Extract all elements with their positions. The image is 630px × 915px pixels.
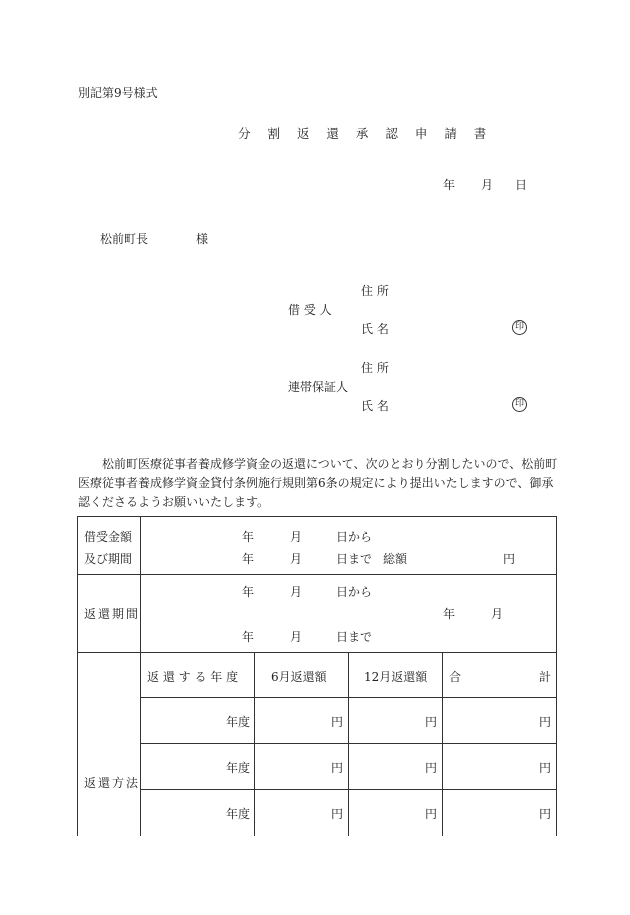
date-day: 日	[515, 178, 528, 192]
row-3-year: 年度	[226, 807, 251, 821]
period-length-year: 年	[443, 607, 456, 621]
borrower-name-label: 氏 名	[361, 322, 389, 336]
row-1-year: 年度	[226, 715, 251, 729]
addressee-name: 松前町長	[100, 232, 149, 246]
date-year: 年	[443, 178, 456, 192]
row-3-total: 円	[539, 807, 552, 821]
row-1-june: 円	[331, 715, 344, 729]
row-3-june: 円	[331, 807, 344, 821]
header-december-amount: 12月返還額	[364, 670, 428, 684]
row-2-total: 円	[539, 761, 552, 775]
loan-from-year: 年	[242, 530, 255, 544]
guarantor-address-label: 住 所	[361, 361, 389, 375]
loan-until-day: 日まで	[336, 552, 373, 566]
loan-total-yen: 円	[503, 552, 516, 566]
loan-label-line2: 及び期間	[84, 552, 133, 566]
seal-stamp-icon: 印	[512, 320, 527, 335]
loan-until-month: 月	[290, 552, 303, 566]
header-total-left: 合	[449, 670, 462, 684]
loan-label-line1: 借受金額	[84, 530, 133, 544]
borrower-label: 借 受 人	[288, 303, 332, 317]
period-from-year: 年	[242, 585, 255, 599]
guarantor-name-label: 氏 名	[361, 399, 389, 413]
row-2-june: 円	[331, 761, 344, 775]
loan-from-day: 日から	[336, 530, 373, 544]
borrower-address-label: 住 所	[361, 284, 389, 298]
guarantor-label: 連帯保証人	[288, 380, 349, 394]
header-june-amount: 6月返還額	[271, 670, 327, 684]
loan-until-year: 年	[242, 552, 255, 566]
row-2-year: 年度	[226, 761, 251, 775]
loan-from-month: 月	[290, 530, 303, 544]
addressee-honorific: 様	[196, 232, 209, 246]
row-1-total: 円	[539, 715, 552, 729]
period-until-month: 月	[290, 630, 303, 644]
date-month: 月	[481, 178, 494, 192]
period-until-year: 年	[242, 630, 255, 644]
row-3-december: 円	[425, 807, 438, 821]
repayment-period-label: 返還期間	[84, 607, 141, 621]
form-number: 別記第9号様式	[78, 86, 158, 100]
period-from-day: 日から	[336, 585, 373, 599]
period-length-month: 月	[491, 607, 504, 621]
seal-stamp-icon: 印	[512, 397, 527, 412]
body-paragraph: 松前町医療従事者養成修学資金の返還について、次のとおり分割したいので、松前町医療従事者養成修学資金貸付条例施行規則第6条の規定により提出いたしますので、御承認くださるようお願いいたします。	[78, 457, 558, 509]
header-total-right: 計	[539, 670, 552, 684]
loan-total-label: 総額	[383, 552, 408, 566]
period-from-month: 月	[290, 585, 303, 599]
row-1-december: 円	[425, 715, 438, 729]
header-repayment-year: 返 還 す る 年 度	[147, 670, 239, 684]
period-until-day: 日まで	[336, 630, 373, 644]
repayment-method-label: 返還方法	[84, 776, 141, 790]
row-2-december: 円	[425, 761, 438, 775]
document-title: 分 割 返 還 承 認 申 請 書	[238, 126, 493, 141]
